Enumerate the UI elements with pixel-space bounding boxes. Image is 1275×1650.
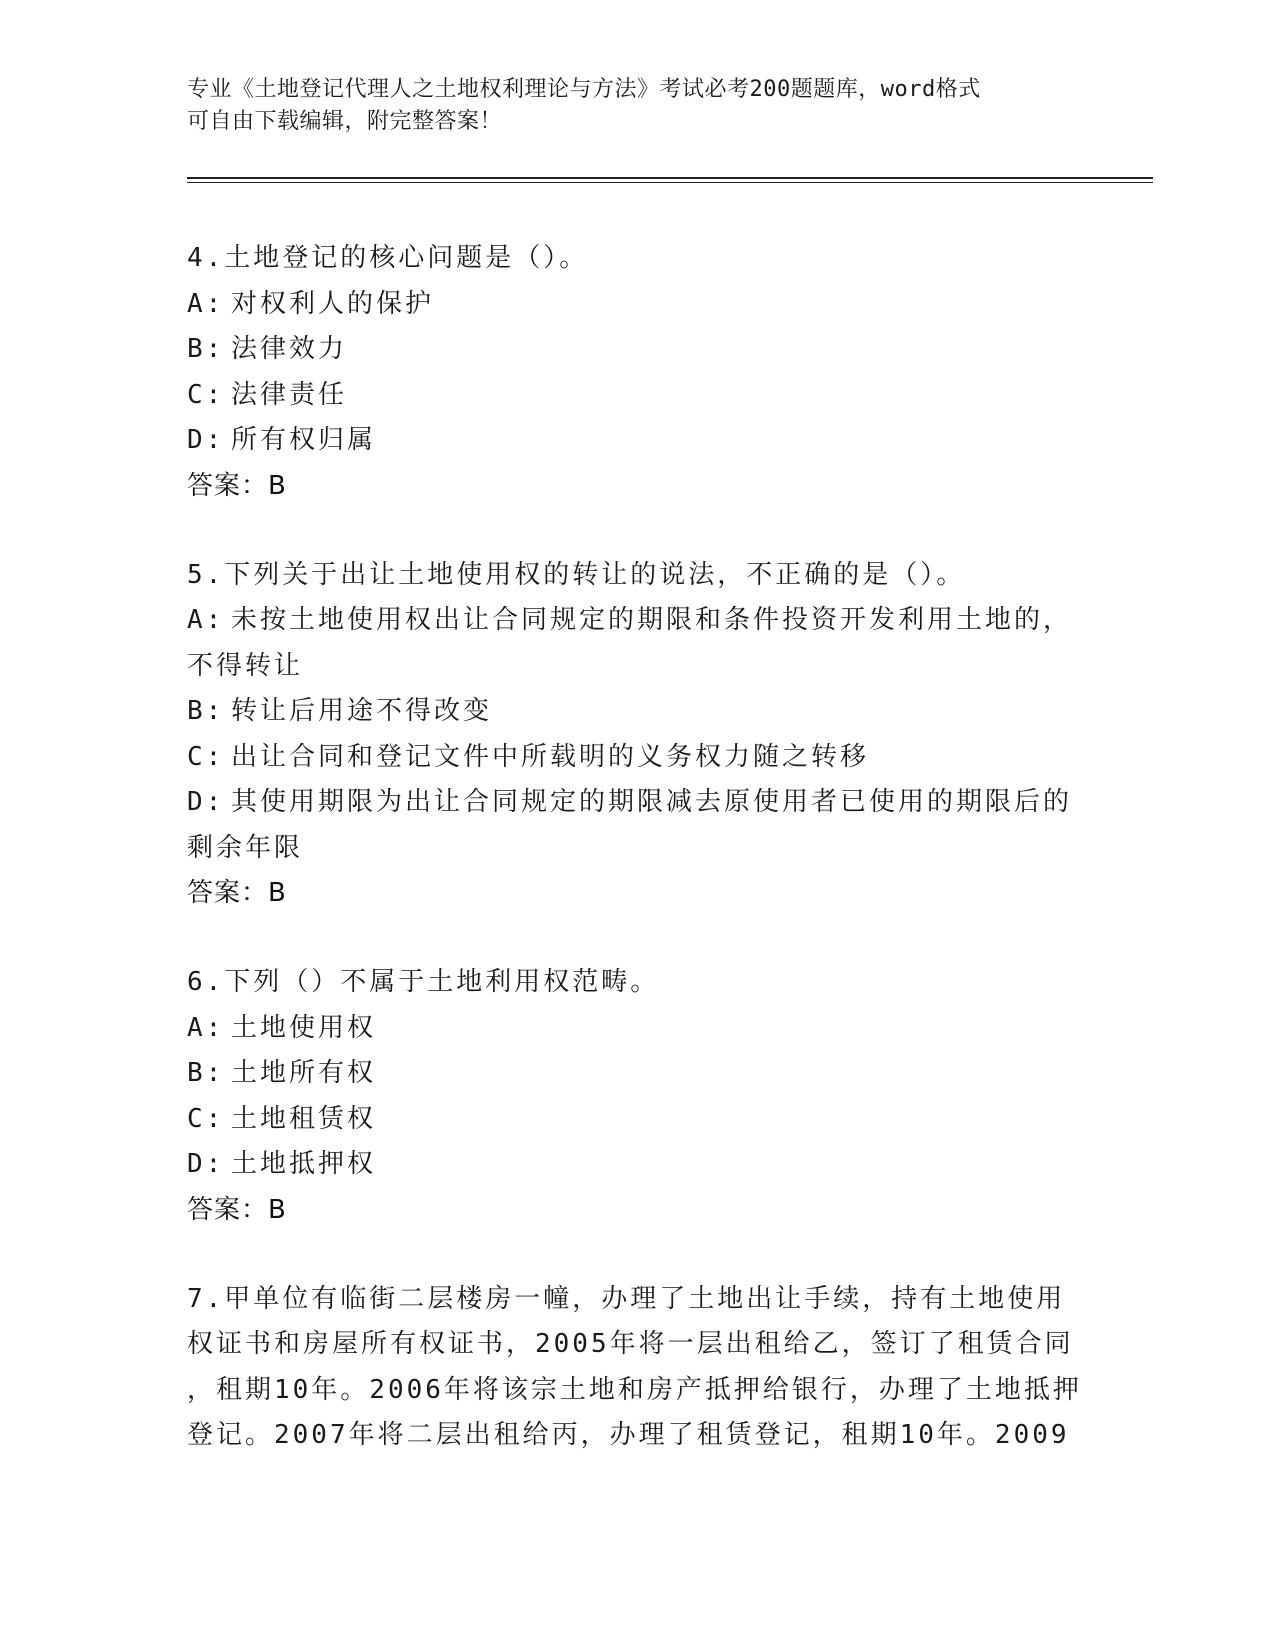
option-d bbox=[187, 1142, 1087, 1188]
option-d bbox=[187, 418, 1087, 464]
option-text: 转让后用途不得改变 bbox=[231, 696, 493, 726]
option-text: 土地租赁权 bbox=[231, 1103, 377, 1134]
question-stem-line: 权证书和房屋所有权证书，2005年将一层出租给乙，签订了租赁合同 bbox=[187, 1329, 1074, 1359]
option-key: B: bbox=[187, 1058, 225, 1088]
option-text: 未按土地使用权出让合同规定的期限和条件投资开发利用土地的， bbox=[231, 605, 1073, 635]
option-c bbox=[187, 373, 1087, 419]
option-a bbox=[187, 1006, 1087, 1052]
document-header bbox=[187, 74, 1067, 138]
option-a-continuation: 不得转让 bbox=[187, 650, 304, 681]
question-5 bbox=[187, 553, 1087, 917]
option-text: 所有权归属 bbox=[231, 425, 377, 455]
answer-line: 答案：B bbox=[187, 878, 287, 908]
option-d-continuation: 剩余年限 bbox=[187, 832, 304, 863]
option-key: A: bbox=[187, 288, 225, 319]
question-7 bbox=[187, 1277, 1087, 1459]
option-key: A: bbox=[187, 1012, 225, 1043]
option-text: 其使用期限为出让合同规定的期限减去原使用者已使用的期限后的 bbox=[231, 787, 1073, 817]
option-key: D: bbox=[187, 425, 225, 455]
header-line-1: 专业《土地登记代理人之土地权利理论与方法》考试必考200题题库，word格式 bbox=[187, 77, 981, 102]
option-key: A: bbox=[187, 605, 225, 635]
option-c bbox=[187, 1097, 1087, 1143]
option-a bbox=[187, 282, 1087, 328]
option-key: C: bbox=[187, 741, 225, 772]
option-d bbox=[187, 780, 1087, 826]
question-stem: 5.下列关于出让土地使用权的转让的说法，不正确的是（）。 bbox=[187, 559, 966, 590]
question-4 bbox=[187, 236, 1087, 509]
option-key: B: bbox=[187, 334, 225, 364]
option-text: 对权利人的保护 bbox=[231, 288, 435, 319]
option-key: B: bbox=[187, 696, 225, 726]
answer-line: 答案：B bbox=[187, 1194, 287, 1225]
header-divider bbox=[187, 177, 1153, 183]
question-stem: 4.土地登记的核心问题是（）。 bbox=[187, 243, 589, 273]
question-stem: 6.下列（）不属于土地利用权范畴。 bbox=[187, 967, 660, 997]
option-b bbox=[187, 689, 1087, 735]
option-key: D: bbox=[187, 787, 225, 817]
option-key: D: bbox=[187, 1149, 225, 1179]
question-stem-line: 登记。2007年将二层出租给丙，办理了租赁登记，租期10年。2009 bbox=[187, 1420, 1070, 1450]
option-text: 出让合同和登记文件中所载明的义务权力随之转移 bbox=[231, 741, 870, 772]
answer-line: 答案：B bbox=[187, 470, 287, 501]
option-text: 法律责任 bbox=[231, 379, 348, 410]
option-b bbox=[187, 1051, 1087, 1097]
option-text: 法律效力 bbox=[231, 334, 348, 364]
question-stem-line: 7.甲单位有临街二层楼房一幢，办理了土地出让手续，持有土地使用 bbox=[187, 1283, 1066, 1314]
option-key: C: bbox=[187, 1103, 225, 1134]
option-text: 土地所有权 bbox=[231, 1058, 377, 1088]
option-a bbox=[187, 598, 1087, 644]
option-text: 土地抵押权 bbox=[231, 1149, 377, 1179]
option-text: 土地使用权 bbox=[231, 1012, 377, 1043]
option-b bbox=[187, 327, 1087, 373]
option-key: C: bbox=[187, 379, 225, 410]
question-list bbox=[187, 236, 1087, 1503]
question-6 bbox=[187, 960, 1087, 1233]
header-line-2: 可自由下载编辑，附完整答案！ bbox=[187, 109, 503, 134]
option-c bbox=[187, 735, 1087, 781]
question-stem-line: ，租期10年。2006年将该宗土地和房产抵押给银行，办理了土地抵押 bbox=[187, 1374, 1082, 1405]
